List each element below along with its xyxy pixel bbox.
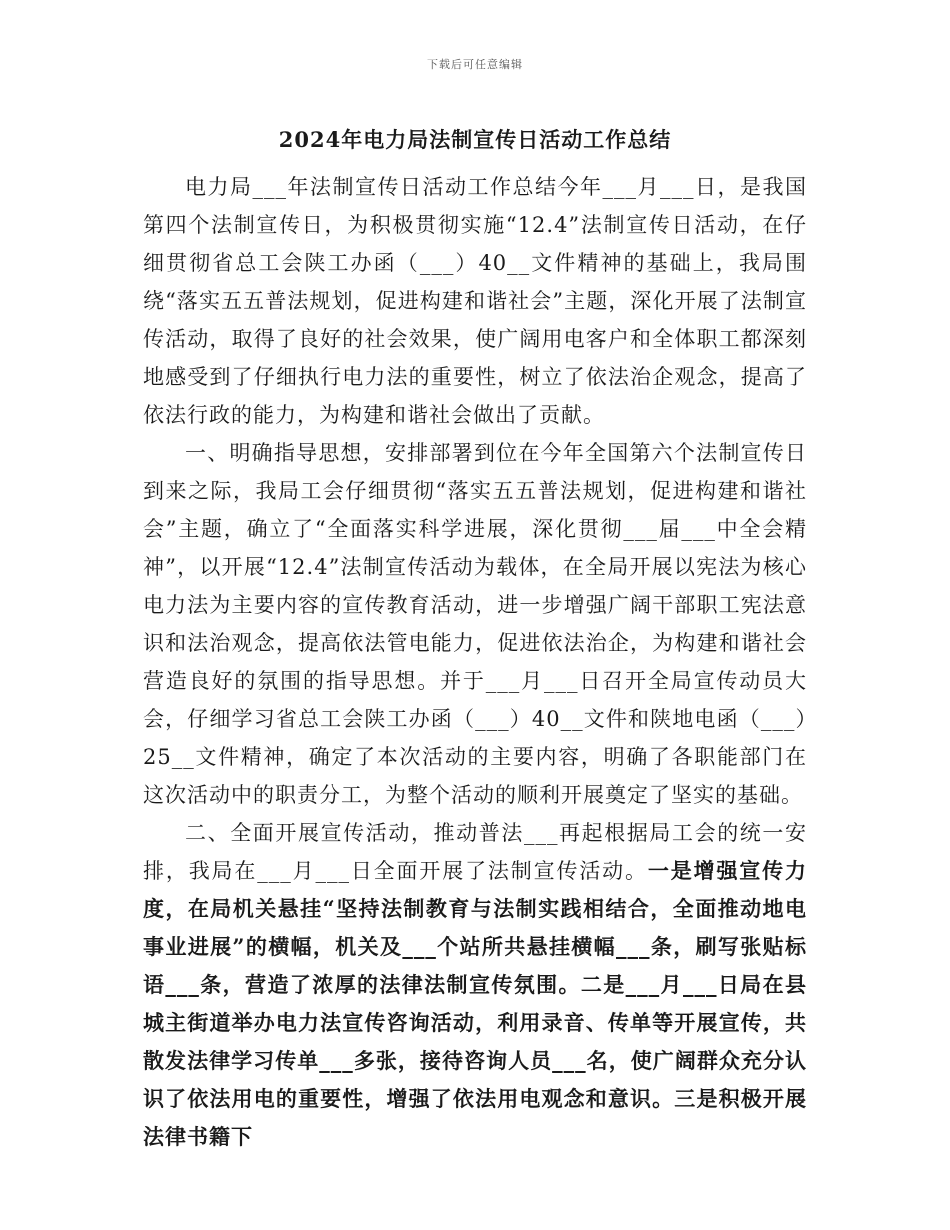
paragraph-section-2-text: 二、全面开展宣传活动，推动普法___再起根据局工会的统一安排，我局在___月___日全面开展了法制宣传活动。 [143, 821, 807, 883]
page-header-note: 下载后可任意编辑 [427, 58, 523, 71]
document-body [143, 168, 807, 1156]
paragraph-section-1: 一、明确指导思想，安排部署到位在今年全国第六个法制宣传日到来之际，我局工会仔细贯彻“落实五五普法规划，促进构建和谐社会”主题，确立了“全面落实科学进展，深化贯彻___届___中全会精神”，以开展“12.4”法制宣传活动为载体，在全局开展以宪法为核心电力法为主要内容的宣传教育活动，进一步增强广阔干部职工宪法意识和法治观念，提高依法管电能力，促进依法治企，为构建和谐社会营造良好的氛围的指导思想。并于___月___日召开全局宣传动员大会，仔细学习省总工会陕工办函（___）40__文件和陕地电函（___）25__文件精神，确定了本次活动的主要内容，明确了各职能部门在这次活动中的职责分工，为整个活动的顺利开展奠定了坚实的基础。 [143, 441, 807, 807]
document-title: 2024年电力局法制宣传日活动工作总结 [278, 127, 672, 152]
paragraph-section-2-bold-text: 一是增强宣传力度，在局机关悬挂“坚持法制教育与法制实践相结合，全面推动地电事业进展”的横幅，机关及___个站所共悬挂横幅___条，刷写张贴标语___条，营造了浓厚的法律法制宣传氛围。二是___月___日局在县城主街道举办电力法宣传咨询活动，利用录音、传单等开展宣传，共散发法律学习传单___多张，接待咨询人员___名，使广阔群众充分认识了依法用电的重要性，增强了依法用电观念和意识。三是积极开展法律书籍下 [143, 858, 808, 1149]
paragraph-intro: 电力局___年法制宣传日活动工作总结今年___月___日，是我国第四个法制宣传日，为积极贯彻实施“12.4”法制宣传日活动，在仔细贯彻省总工会陕工办函（___）40__文件精神的基础上，我局围绕“落实五五普法规划，促进构建和谐社会”主题，深化开展了法制宣传活动，取得了良好的社会效果，使广阔用电客户和全体职工都深刻地感受到了仔细执行电力法的重要性，树立了依法治企观念，提高了依法行政的能力，为构建和谐社会做出了贡献。 [143, 175, 807, 427]
paragraph-section-2 [143, 814, 807, 1156]
